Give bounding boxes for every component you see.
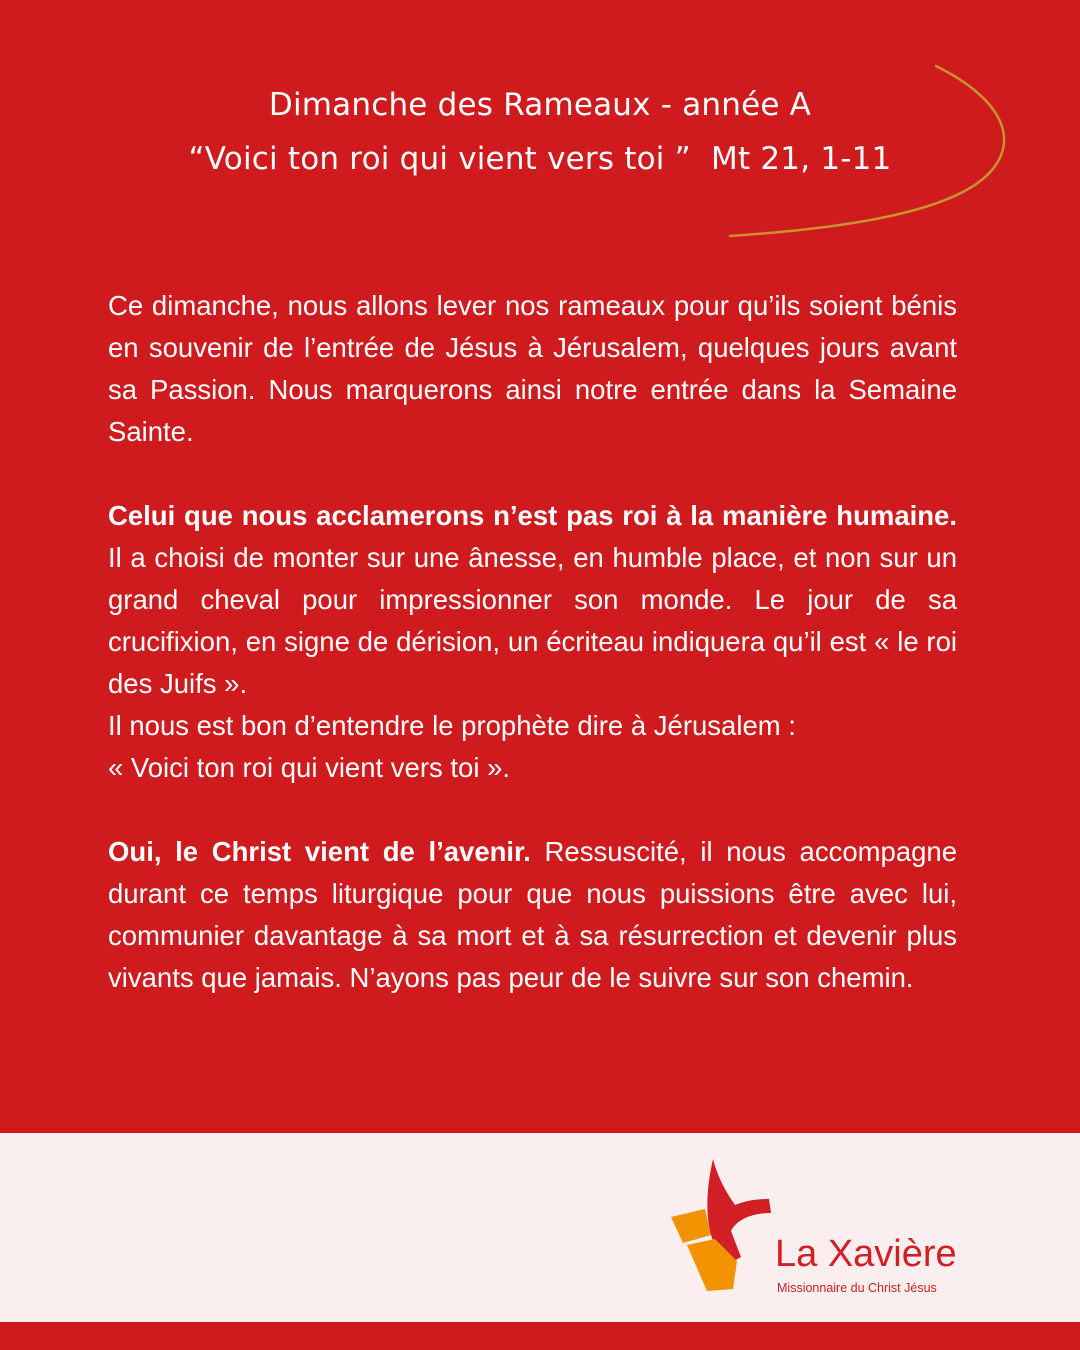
paragraph-2-lead: Celui que nous acclamerons n’est pas roi à la manière humaine.	[108, 500, 957, 531]
la-xaviere-logo-icon	[665, 1155, 780, 1295]
page-header	[0, 78, 1080, 186]
logo-name: La Xavière	[775, 1233, 957, 1275]
paragraph-4-lead: Oui, le Christ vient de l’avenir.	[108, 836, 531, 867]
paragraph-4-text: Ressuscité, il nous accompagne durant ce temps liturgique pour que nous puissions être avec lui, communier davantage à sa mort et à sa résurrection et devenir plus vivants que jamais. N’ayons pas peur de le suivre sur son chemin.	[108, 836, 958, 993]
paragraph-2-text: Il a choisi de monter sur une ânesse, en humble place, et non sur un grand cheval pour impressionner son monde. Le jour de sa crucifixion, en signe de dérision, un écriteau indiquera qu’il est « le roi des Juifs ».	[108, 542, 957, 699]
title-line-1: Dimanche des Rameaux - année A	[268, 87, 812, 123]
paragraph-3-line-2: « Voici ton roi qui vient vers toi ».	[108, 752, 511, 783]
paragraph-1: Ce dimanche, nous allons lever nos rameaux pour qu’ils soient bénis en souvenir de l’entrée de Jésus à Jérusalem, quelques jours avant sa Passion. Nous marquerons ainsi notre entrée dans la Semaine Sainte.	[108, 290, 957, 447]
bottom-strip	[0, 1322, 1080, 1350]
title-line-2: “Voici ton roi qui vient vers toi ” Mt 21, 1-11	[188, 141, 892, 177]
paragraph-2	[108, 495, 957, 705]
logo-tagline: Missionnaire du Christ Jésus	[777, 1281, 937, 1295]
paragraph-3-line-1: Il nous est bon d’entendre le prophète dire à Jérusalem :	[108, 710, 796, 741]
article-body	[108, 285, 957, 999]
paragraph-4	[108, 831, 957, 999]
